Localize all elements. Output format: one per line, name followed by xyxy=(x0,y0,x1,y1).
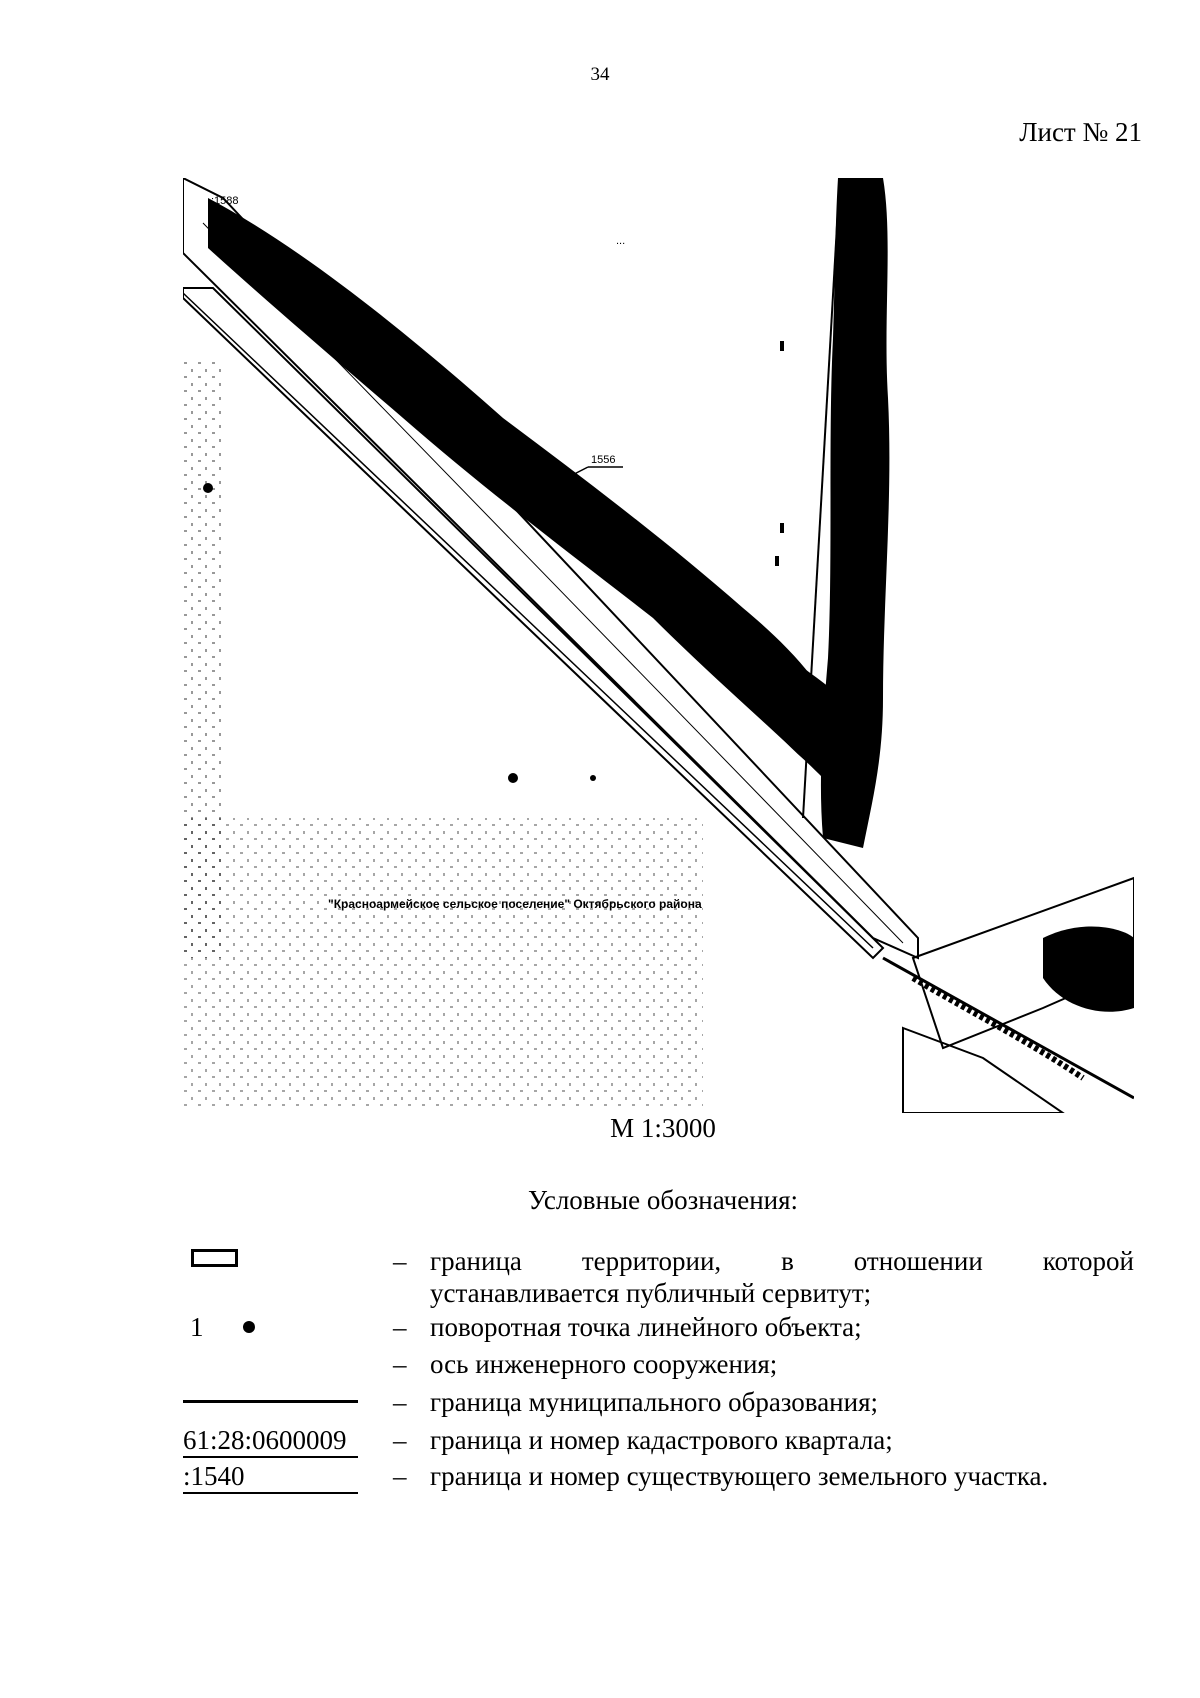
legend-item-land-parcel xyxy=(183,1460,1134,1492)
cadastral-quarter-number: 61:28:0600009 xyxy=(183,1424,358,1458)
legend-item-turning-point xyxy=(183,1311,1134,1343)
legend-description: ось инженерного сооружения; xyxy=(430,1349,778,1379)
map-label-top-center: ... xyxy=(616,235,626,247)
legend-description: граница и номер существующего земельного участка. xyxy=(430,1461,1049,1491)
page-number: 34 xyxy=(590,64,610,85)
map-label-municipality: "Красноармейское сельское поселение" Октябрьского района xyxy=(328,897,702,911)
map-label-parcel: 1556 xyxy=(591,454,616,466)
legend-dash: – xyxy=(393,1349,407,1379)
rectangle-symbol xyxy=(191,1249,238,1267)
legend-dash: – xyxy=(393,1387,407,1417)
legend-item-axis xyxy=(183,1348,1134,1380)
legend-dash: – xyxy=(393,1425,407,1455)
legend-item-servitude xyxy=(183,1245,1134,1309)
point-number: 1 xyxy=(190,1312,204,1342)
legend-description-line2: устанавливается публичный сервитут; xyxy=(430,1278,872,1308)
legend-title: Условные обозначения: xyxy=(527,1185,799,1215)
legend-description: граница и номер кадастрового квартала; xyxy=(430,1425,893,1455)
legend-item-cadastral-quarter xyxy=(183,1424,1134,1456)
legend-description: граница муниципального образования; xyxy=(430,1387,879,1417)
point-dot-icon xyxy=(243,1321,255,1333)
legend-dash: – xyxy=(393,1312,407,1342)
legend-description: граница территории, в отношении которой xyxy=(430,1246,1134,1276)
sheet-label: Лист № 21 xyxy=(1019,117,1142,147)
land-parcel-number: :1540 xyxy=(183,1460,358,1494)
map-image xyxy=(183,178,1134,1113)
map-scale: М 1:3000 xyxy=(610,1113,716,1143)
legend-dash: – xyxy=(393,1461,407,1491)
legend-description: поворотная точка линейного объекта; xyxy=(430,1312,862,1342)
legend-item-municipal-boundary xyxy=(183,1386,1134,1418)
boundary-line-symbol xyxy=(183,1400,358,1403)
legend-dash: – xyxy=(393,1246,407,1276)
map-label-top-left: :1588 xyxy=(211,195,239,207)
